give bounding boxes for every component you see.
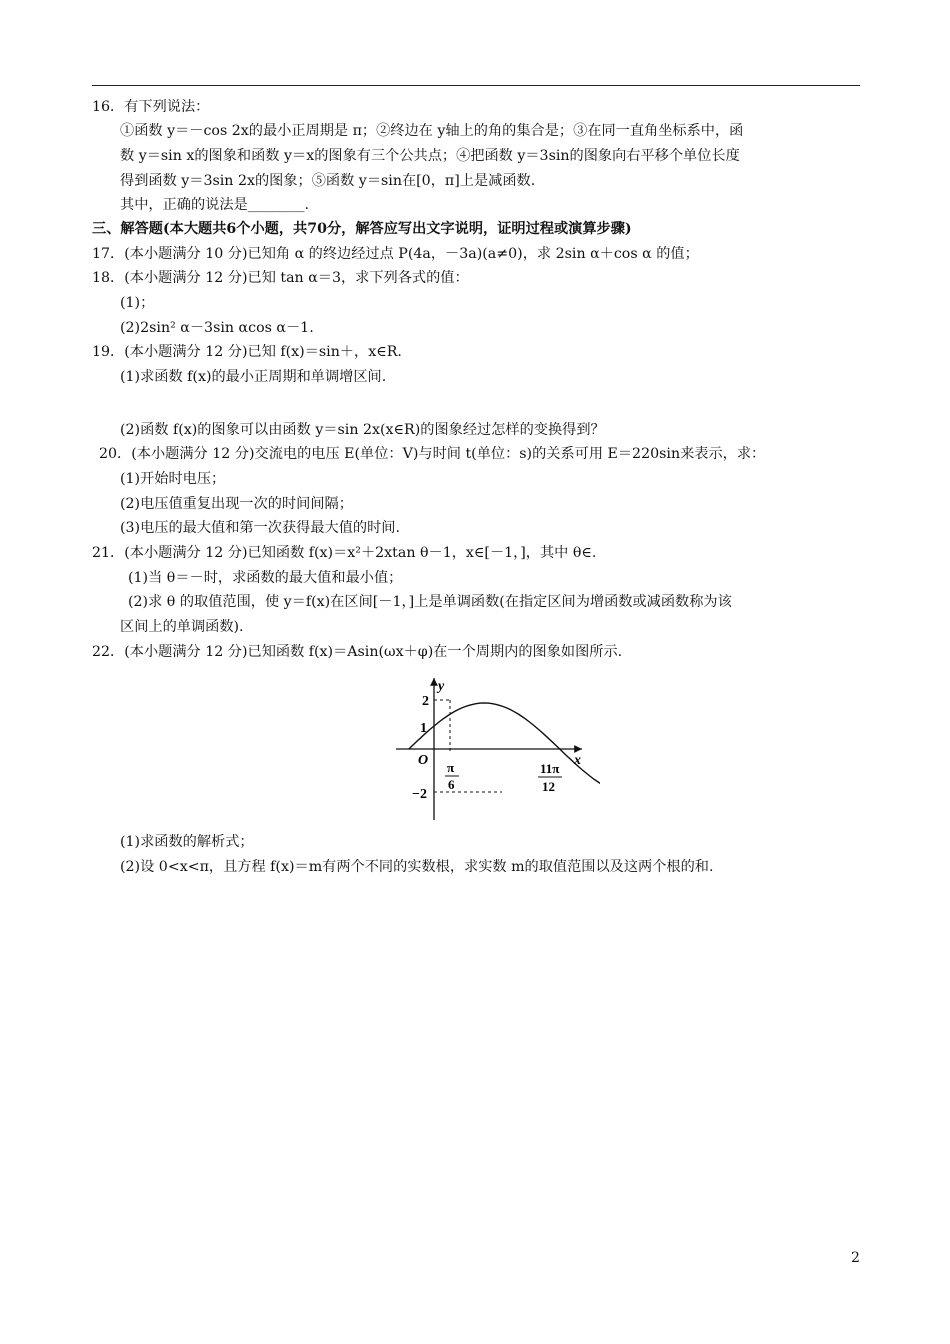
q20-part1: (1)开始时电压； — [120, 471, 226, 487]
q16-title: 16．有下列说法： — [92, 99, 210, 115]
y-tick-1: 1 — [420, 721, 427, 736]
origin-label: O — [418, 753, 429, 768]
q21-part2-cont: 区间上的单调函数). — [120, 619, 244, 635]
q22: 22．(本小题满分 12 分)已知函数 f(x)＝Asin(ωx＋φ)在一个周期内的图象如图所示. — [92, 644, 623, 660]
q19-part1: (1)求函数 f(x)的最小正周期和单调增区间. — [120, 369, 387, 385]
q19-part2: (2)函数 f(x)的图象可以由函数 y＝sin 2x(x∈R)的图象经过怎样的变换得到？ — [120, 422, 605, 438]
header-rule — [92, 85, 860, 86]
q22-part1: (1)求函数的解析式； — [120, 834, 254, 850]
page-number: 2 — [851, 1250, 860, 1266]
section-heading: 三、解答题(本大题共6个小题，共70分，解答应写出文字说明，证明过程或演算步骤) — [92, 221, 632, 237]
x-tick-pi6-num: π — [447, 760, 455, 775]
q19: 19．(本小题满分 12 分)已知 f(x)＝sin＋，x∈R. — [92, 344, 402, 360]
q21: 21．(本小题满分 12 分)已知函数 f(x)＝x²＋2xtan θ－1，x∈[－1，]，其中 θ∈. — [92, 545, 597, 561]
q18-part1: (1)； — [120, 295, 155, 311]
q16-text-3: 得到函数 y＝3sin 2x的图象；⑤函数 y＝sin在[0，π]上是减函数. — [120, 173, 536, 189]
x-tick-11pi12-den: 12 — [542, 779, 555, 794]
q18: 18．(本小题满分 12 分)已知 tan α＝3，求下列各式的值： — [92, 270, 469, 286]
x-tick-11pi12-num: 11π — [540, 761, 560, 776]
q16-text-2: 数 y＝sin x的图象和函数 y＝x的图象有三个公共点；④把函数 y＝3sin的图象向右平移个单位长度 — [120, 148, 740, 164]
q21-part1: (1)当 θ＝－时，求函数的最大值和最小值； — [128, 570, 403, 586]
q20: 20．(本小题满分 12 分)交流电的电压 E(单位：V)与时间 t(单位：s)的关系可用 E＝220sin来表示，求： — [99, 446, 766, 462]
y-tick-neg2: −2 — [412, 787, 427, 802]
q16-blank: 其中，正确的说法是________. — [120, 197, 309, 213]
x-axis-label: x — [574, 753, 581, 768]
sine-graph-figure — [390, 672, 600, 822]
y-axis-label: y — [438, 679, 445, 694]
q18-part2: (2)2sin² α－3sin αcos α－1. — [120, 320, 314, 336]
q20-part3: (3)电压的最大值和第一次获得最大值的时间. — [120, 520, 400, 536]
q21-part2: (2)求 θ 的取值范围，使 y＝f(x)在区间[－1，]上是单调函数(在指定区间为增函数或减函数称为该 — [128, 594, 732, 610]
q17: 17．(本小题满分 10 分)已知角 α 的终边经过点 P(4a，－3a)(a≠0)，求 2sin α＋cos α 的值； — [92, 246, 699, 262]
q22-part2: (2)设 0<x<π，且方程 f(x)＝m有两个不同的实数根，求实数 m的取值范围以及这两个根的和. — [120, 859, 714, 875]
y-tick-2: 2 — [422, 694, 429, 709]
q16-text-1: ①函数 y＝－cos 2x的最小正周期是 π；②终边在 y轴上的角的集合是；③在同一直角坐标系中，函 — [120, 123, 744, 139]
q20-part2: (2)电压值重复出现一次的时间间隔； — [120, 496, 353, 512]
x-tick-pi6-den: 6 — [448, 777, 455, 792]
